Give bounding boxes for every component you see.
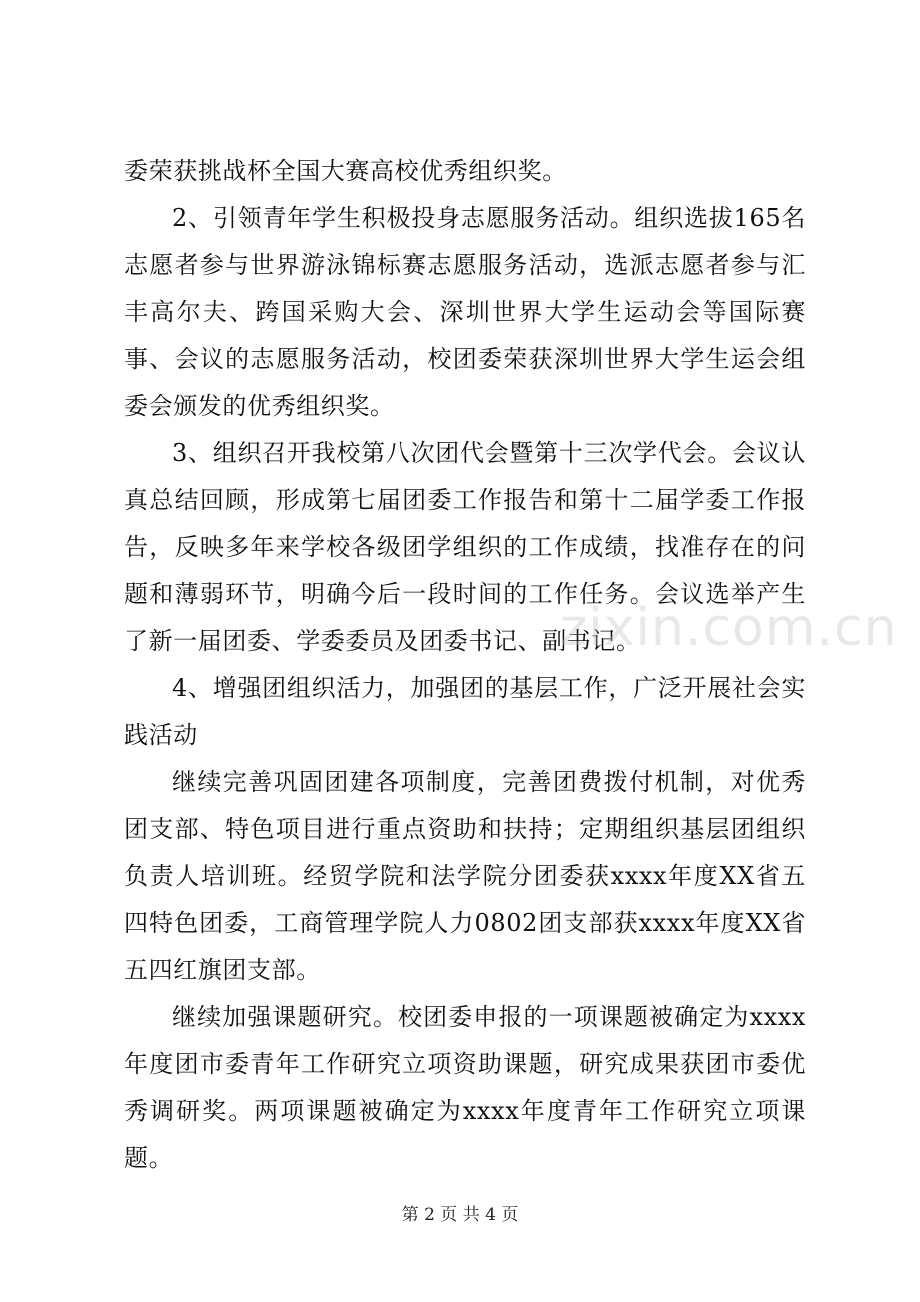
paragraph-2: 2、引领青年学生积极投身志愿服务活动。组织选拔165名志愿者参与世界游泳锦标赛志愿服务活动，选派志愿者参与汇丰高尔夫、跨国采购大会、深圳世界大学生运动会等国际赛事、会议的志愿服务活动，校团委荣获深圳世界大学生运会组委会颁发的优秀组织奖。 [124, 204, 806, 420]
page-footer: 第 2 页 共 4 页 [401, 1205, 519, 1225]
watermark-text: zixin.com.cn [560, 598, 898, 658]
paragraph-5: 继续完善巩固团建各项制度，完善团费拨付机制，对优秀团支部、特色项目进行重点资助和扶持；定期组织基层团组织负责人培训班。经贸学院和法学院分团委获xxxx年度XX省五四特色团委，工商管理学院人力0802团支部获xxxx年度XX省五四红旗团支部。 [124, 768, 806, 984]
paragraph-6: 继续加强课题研究。校团委申报的一项课题被确定为xxxx年度团市委青年工作研究立项资助课题，研究成果获团市委优秀调研奖。两项课题被确定为xxxx年度青年工作研究立项课题。 [124, 1003, 806, 1172]
paragraph-1: 委荣获挑战杯全国大赛高校优秀组织奖。 [124, 157, 567, 185]
paragraph-3: 3、组织召开我校第八次团代会暨第十三次学代会。会议认真总结回顾，形成第七届团委工作报告和第十二届学委工作报告，反映多年来学校各级团学组织的工作成绩，找准存在的问题和薄弱环节，明确今后一段时间的工作任务。会议选举产生了新一届团委、学委委员及团委书记、副书记。 [124, 439, 806, 655]
document-body [124, 148, 806, 1182]
paragraph-4: 4、增强团组织活力，加强团的基层工作，广泛开展社会实践活动 [124, 674, 806, 749]
